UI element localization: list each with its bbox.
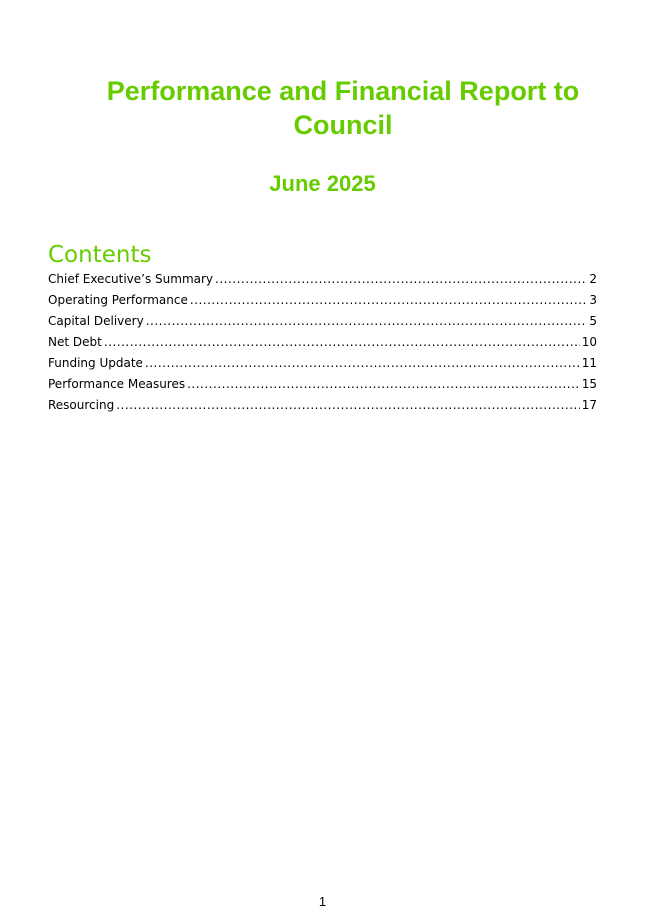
page-number: 1 [318, 894, 327, 909]
toc-entry-label: Resourcing [48, 398, 115, 412]
toc-dot-leader [104, 332, 580, 353]
toc-entry-capital-delivery[interactable] [48, 311, 597, 332]
toc-entry-label: Performance Measures [48, 377, 186, 391]
toc-dot-leader [187, 374, 580, 395]
toc-dot-leader [145, 353, 580, 374]
toc-dot-leader [116, 395, 580, 416]
toc-entry-page: 10 [581, 335, 597, 349]
toc-entry-page: 11 [581, 356, 597, 370]
toc-entry-label: Operating Performance [48, 293, 188, 307]
toc-entry-page: 3 [589, 293, 597, 307]
toc-entry-label: Chief Executive’s Summary [48, 272, 214, 286]
toc-entry-resourcing[interactable] [48, 395, 597, 416]
toc-entry-operating-performance[interactable] [48, 290, 597, 311]
toc-entry-page: 17 [581, 398, 597, 412]
table-of-contents [48, 269, 597, 416]
toc-entry-label: Capital Delivery [48, 314, 144, 328]
toc-dot-leader [146, 311, 588, 332]
report-title: Performance and Financial Report to Council [106, 76, 580, 140]
toc-entry-performance-measures[interactable] [48, 374, 597, 395]
toc-dot-leader [190, 290, 588, 311]
toc-entry-net-debt[interactable] [48, 332, 597, 353]
contents-heading: Contents [48, 242, 152, 268]
toc-dot-leader [215, 269, 587, 290]
report-date: June 2025 [269, 171, 376, 196]
toc-entry-label: Funding Update [48, 356, 143, 370]
toc-entry-page: 15 [581, 377, 597, 391]
toc-entry-label: Net Debt [48, 335, 102, 349]
toc-entry-page: 2 [589, 272, 597, 286]
toc-entry-chief-executives-summary[interactable] [48, 269, 597, 290]
toc-entry-page: 5 [589, 314, 597, 328]
toc-entry-funding-update[interactable] [48, 353, 597, 374]
